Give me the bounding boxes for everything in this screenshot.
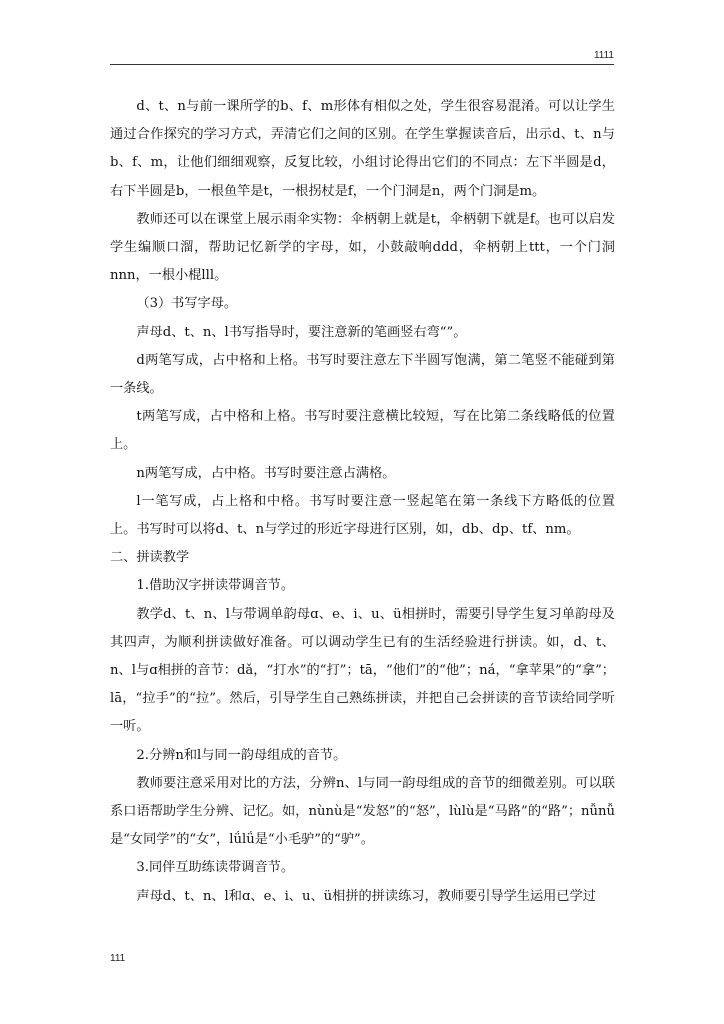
header-divider [110,64,614,65]
paragraph: d两笔写成，占中格和上格。书写时要注意左下半圆写饱满，第二笔竖不能碰到第一条线。 [110,352,615,397]
paragraph: l一笔写成，占上格和中格。书写时要注意一竖起笔在第一条线下方略低的位置上。书写时可以将d、t、n与学过的形近字母进行区别，如，db、dp、tf、nm。 [110,493,615,538]
section-heading: 二、拼读教学 [110,550,190,566]
paragraph: d、t、n与前一课所学的b、f、m形体有相似之处，学生很容易混淆。可以让学生通过合作探究的学习方式，弄清它们之间的区别。在学生掌握读音后，出示d、t、n与b、f、m，让他们细细观察，反复比较，小组讨论得出它们的不同点：左下半圆是d，右下半圆是b，一根鱼竿是t，一根拐杖是f，一个门洞是n，两个门洞是m。 [110,99,615,199]
paragraph: t两笔写成，占中格和上格。书写时要注意横比较短，写在比第二条线略低的位置上。 [110,409,615,453]
paragraph: 教师要注意采用对比的方法，分辨n、l与同一韵母组成的音节的细微差别。可以联系口语帮助学生分辨、记忆。如，nùnù是“发怒”的“怒”，lùlù是“马路”的“路”；nǚnǚ是“女同学”的“女”，lǘlǘ是“小毛驴”的“驴”。 [110,775,615,848]
paragraph: 声母d、t、n、l书写指导时，要注意新的笔画竖右弯“”。 [136,324,467,340]
subheading: 3.同伴互助练读带调音节。 [136,860,295,876]
subheading: 2.分辨n和l与同一韵母组成的音节。 [136,747,347,763]
document-body [110,93,615,911]
paragraph: （3）书写字母。 [136,296,238,312]
header-page-number: 1111 [593,50,614,61]
paragraph: 教师还可以在课堂上展示雨伞实物：伞柄朝上就是t，伞柄朝下就是f。也可以启发学生编顺口溜，帮助记忆新学的字母，如，小鼓敲响ddd，伞柄朝上ttt，一个门洞nnn，一根小棍lll。 [110,211,615,284]
footer-page-number: 111 [110,953,126,964]
paragraph: 教学d、t、n、l与带调单韵母ɑ、e、i、u、ü相拼时，需要引导学生复习单韵母及其四声，为顺利拼读做好准备。可以调动学生已有的生活经验进行拼读。如，d、t、n、l与ɑ相拼的音节：dǎ，“打水”的“打”；tā，“他们”的“他”；ná，“拿苹果”的“拿”；lā，“拉手”的“拉”。然后，引导学生自己熟练拼读，并把自己会拼读的音节读给同学听一听。 [110,606,615,735]
paragraph: n两笔写成，占中格。书写时要注意占满格。 [136,465,396,481]
subheading: 1.借助汉字拼读带调音节。 [136,578,295,594]
paragraph: 声母d、t、n、l和ɑ、e、i、u、ü相拼的拼读练习，教师要引导学生运用已学过 [136,888,596,904]
